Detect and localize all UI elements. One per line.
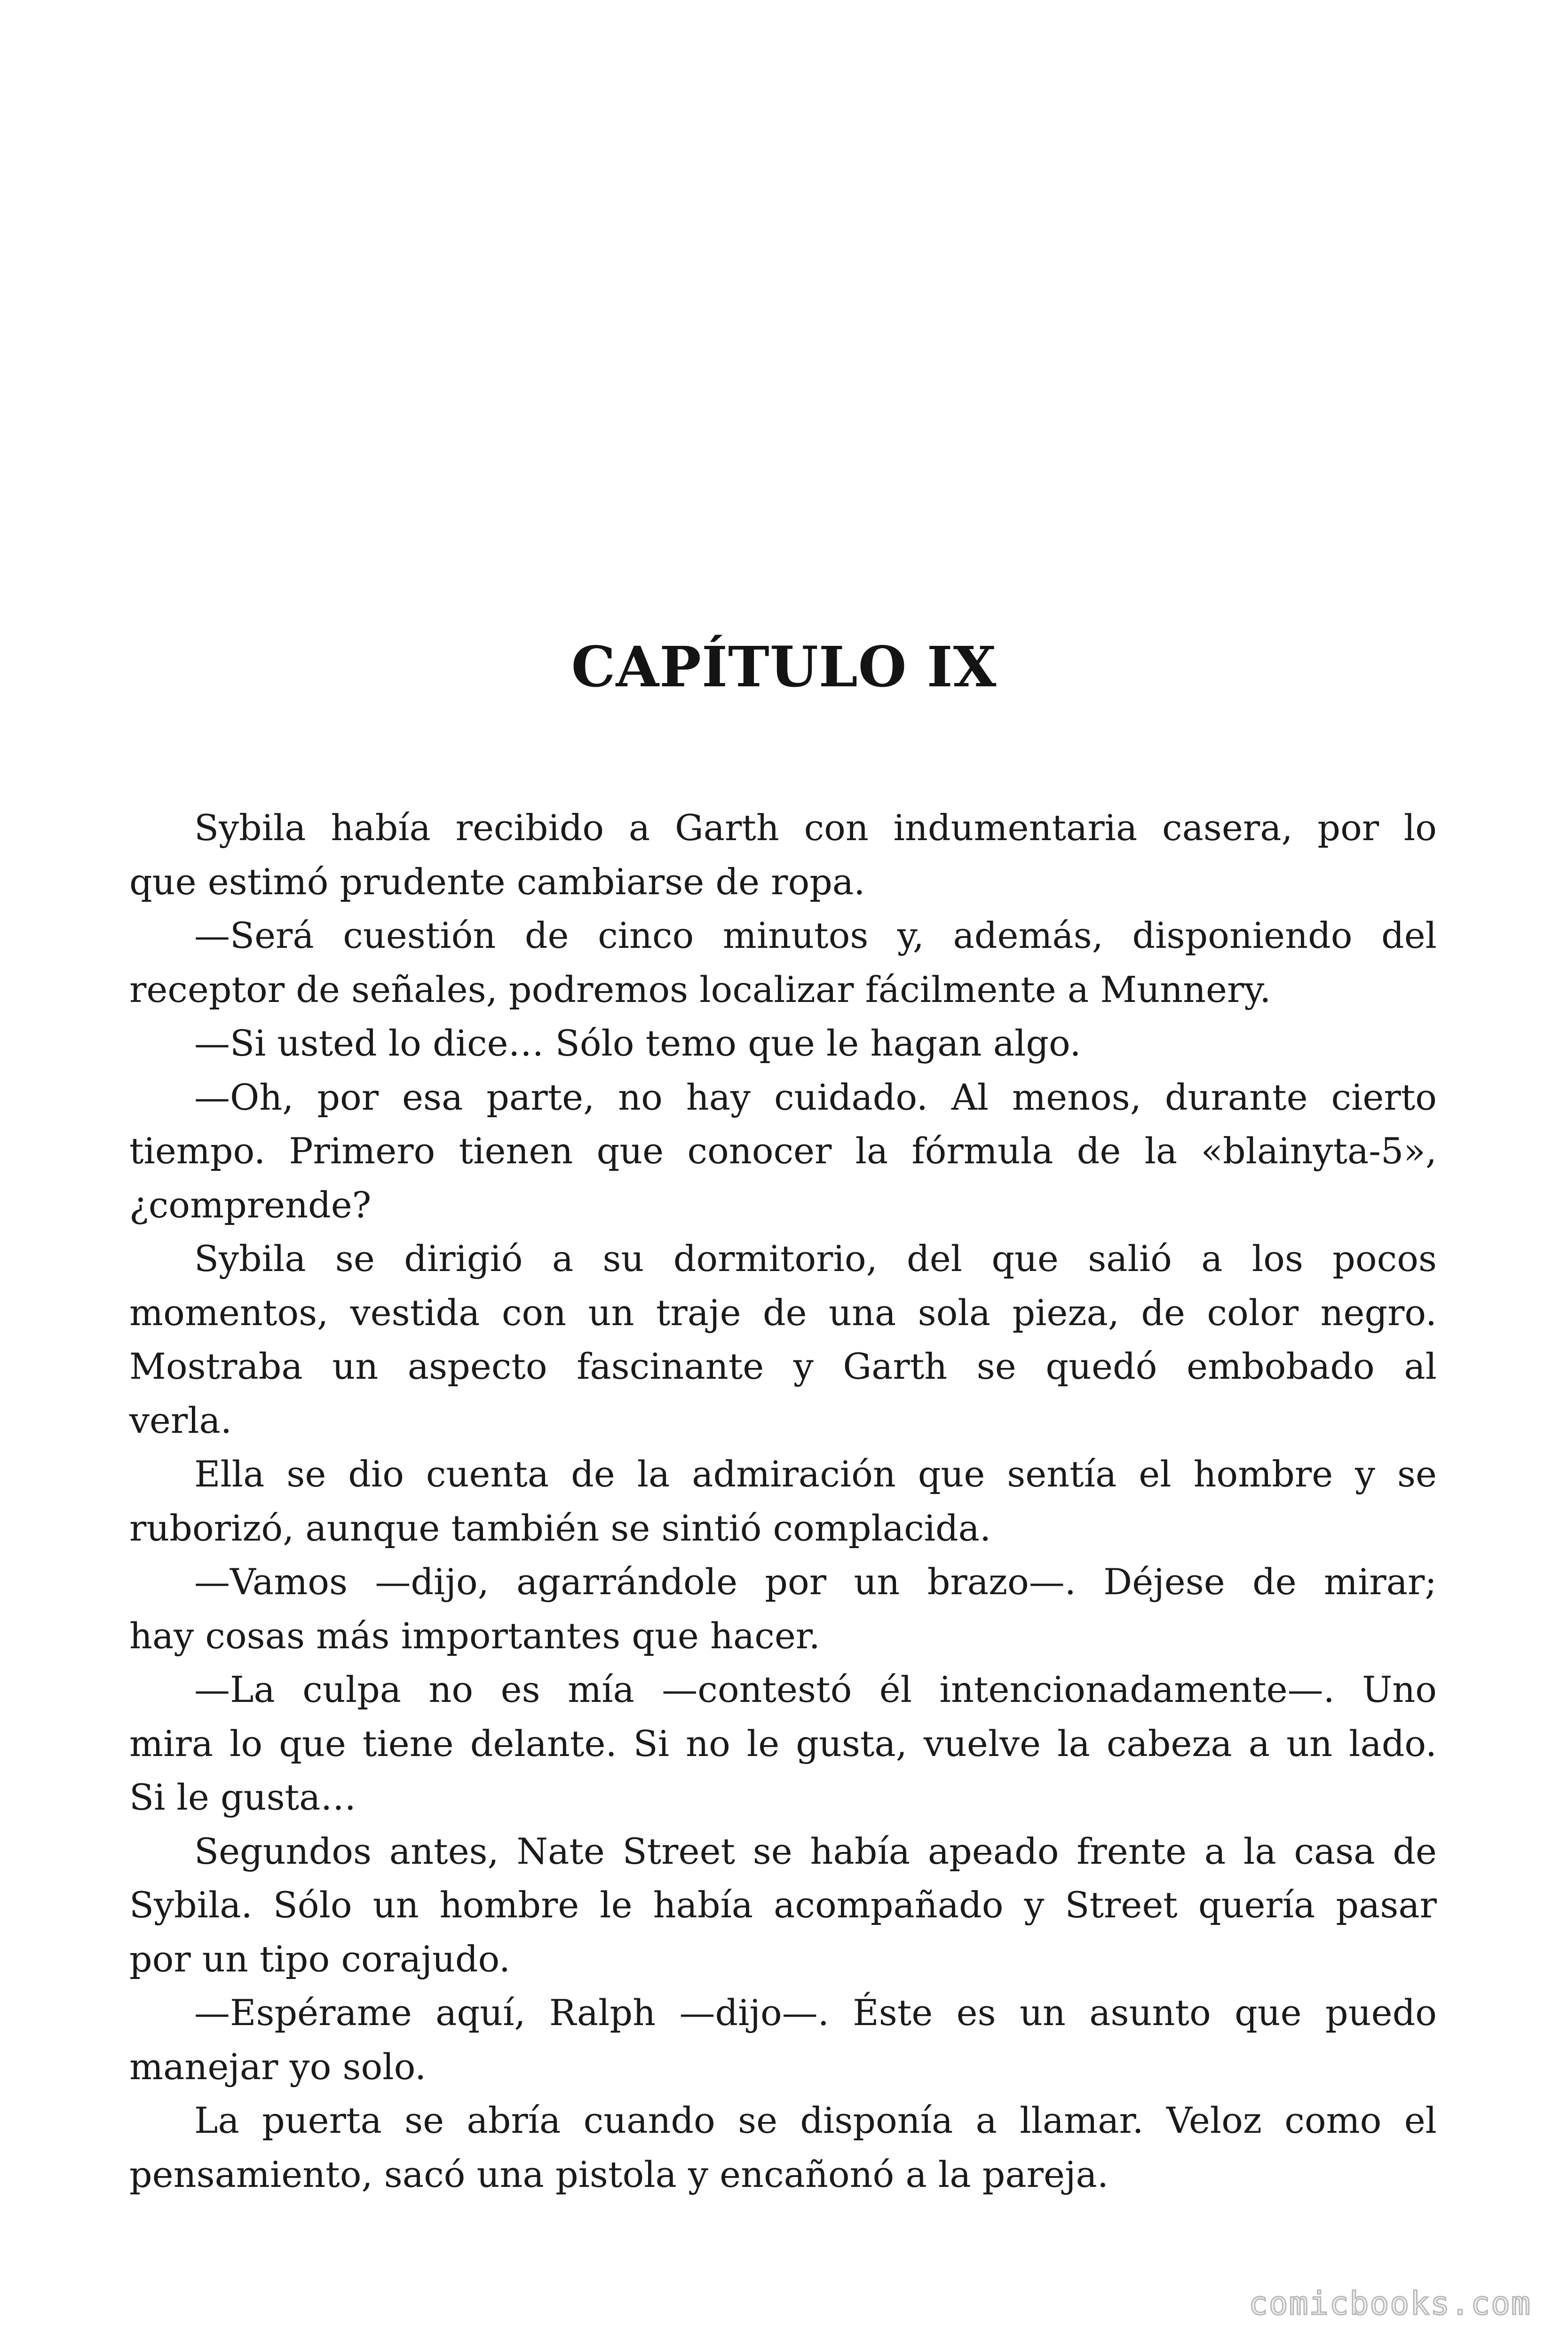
text-line: La puerta se abría cuando se disponía a llamar. Veloz como el (194, 2099, 1437, 2141)
text-line: Sybila había recibido a Garth con indumentaria casera, por lo (194, 807, 1437, 849)
text-line: pensamiento, sacó una pistola y encañonó a la pareja. (129, 2153, 1109, 2195)
body-text (129, 801, 1437, 2201)
text-line: ¿comprende? (129, 1184, 372, 1226)
text-line: —Si usted lo dice… Sólo temo que le hagan algo. (194, 1022, 1081, 1064)
text-line: hay cosas más importantes que hacer. (129, 1614, 820, 1657)
text-line: Segundos antes, Nate Street se había apeado frente a la casa de (194, 1830, 1437, 1872)
text-line: tiempo. Primero tienen que conocer la fórmula de la «blainyta-5», (129, 1130, 1437, 1172)
text-line: —La culpa no es mía —contestó él intencionadamente—. Uno (194, 1669, 1437, 1710)
watermark: comicbooks.com (1248, 2285, 1531, 2322)
text-line: que estimó prudente cambiarse de ropa. (129, 860, 865, 903)
text-line: —Será cuestión de cinco minutos y, además, disponiendo del (194, 914, 1437, 956)
text-line: por un tipo corajudo. (129, 1938, 511, 1980)
text-line: Sybila. Sólo un hombre le había acompañado y Street quería pasar (129, 1884, 1437, 1926)
text-line: verla. (129, 1399, 232, 1441)
text-line: Si le gusta… (129, 1776, 356, 1818)
text-line: Ella se dio cuenta de la admiración que sentía el hombre y se (194, 1453, 1437, 1495)
text-line: —Oh, por esa parte, no hay cuidado. Al menos, durante cierto (194, 1076, 1437, 1118)
text-line: ruborizó, aunque también se sintió complacida. (129, 1507, 991, 1549)
text-line: —Espérame aquí, Ralph —dijo—. Éste es un asunto que puedo (194, 1992, 1437, 2034)
text-line: —Vamos —dijo, agarrándole por un brazo—. Déjese de mirar; (194, 1561, 1437, 1603)
text-line: mira lo que tiene delante. Si no le gusta, vuelve la cabeza a un lado. (129, 1722, 1437, 1764)
text-line: receptor de señales, podremos localizar fácilmente a Munnery. (129, 968, 1271, 1010)
text-line: Sybila se dirigió a su dormitorio, del que salió a los pocos (194, 1238, 1437, 1279)
chapter-title: CAPÍTULO IX (571, 634, 997, 700)
text-line: manejar yo solo. (129, 2045, 427, 2088)
text-line: momentos, vestida con un traje de una sola pieza, de color negro. (129, 1291, 1437, 1334)
text-line: Mostraba un aspecto fascinante y Garth se quedó embobado al (129, 1345, 1437, 1387)
